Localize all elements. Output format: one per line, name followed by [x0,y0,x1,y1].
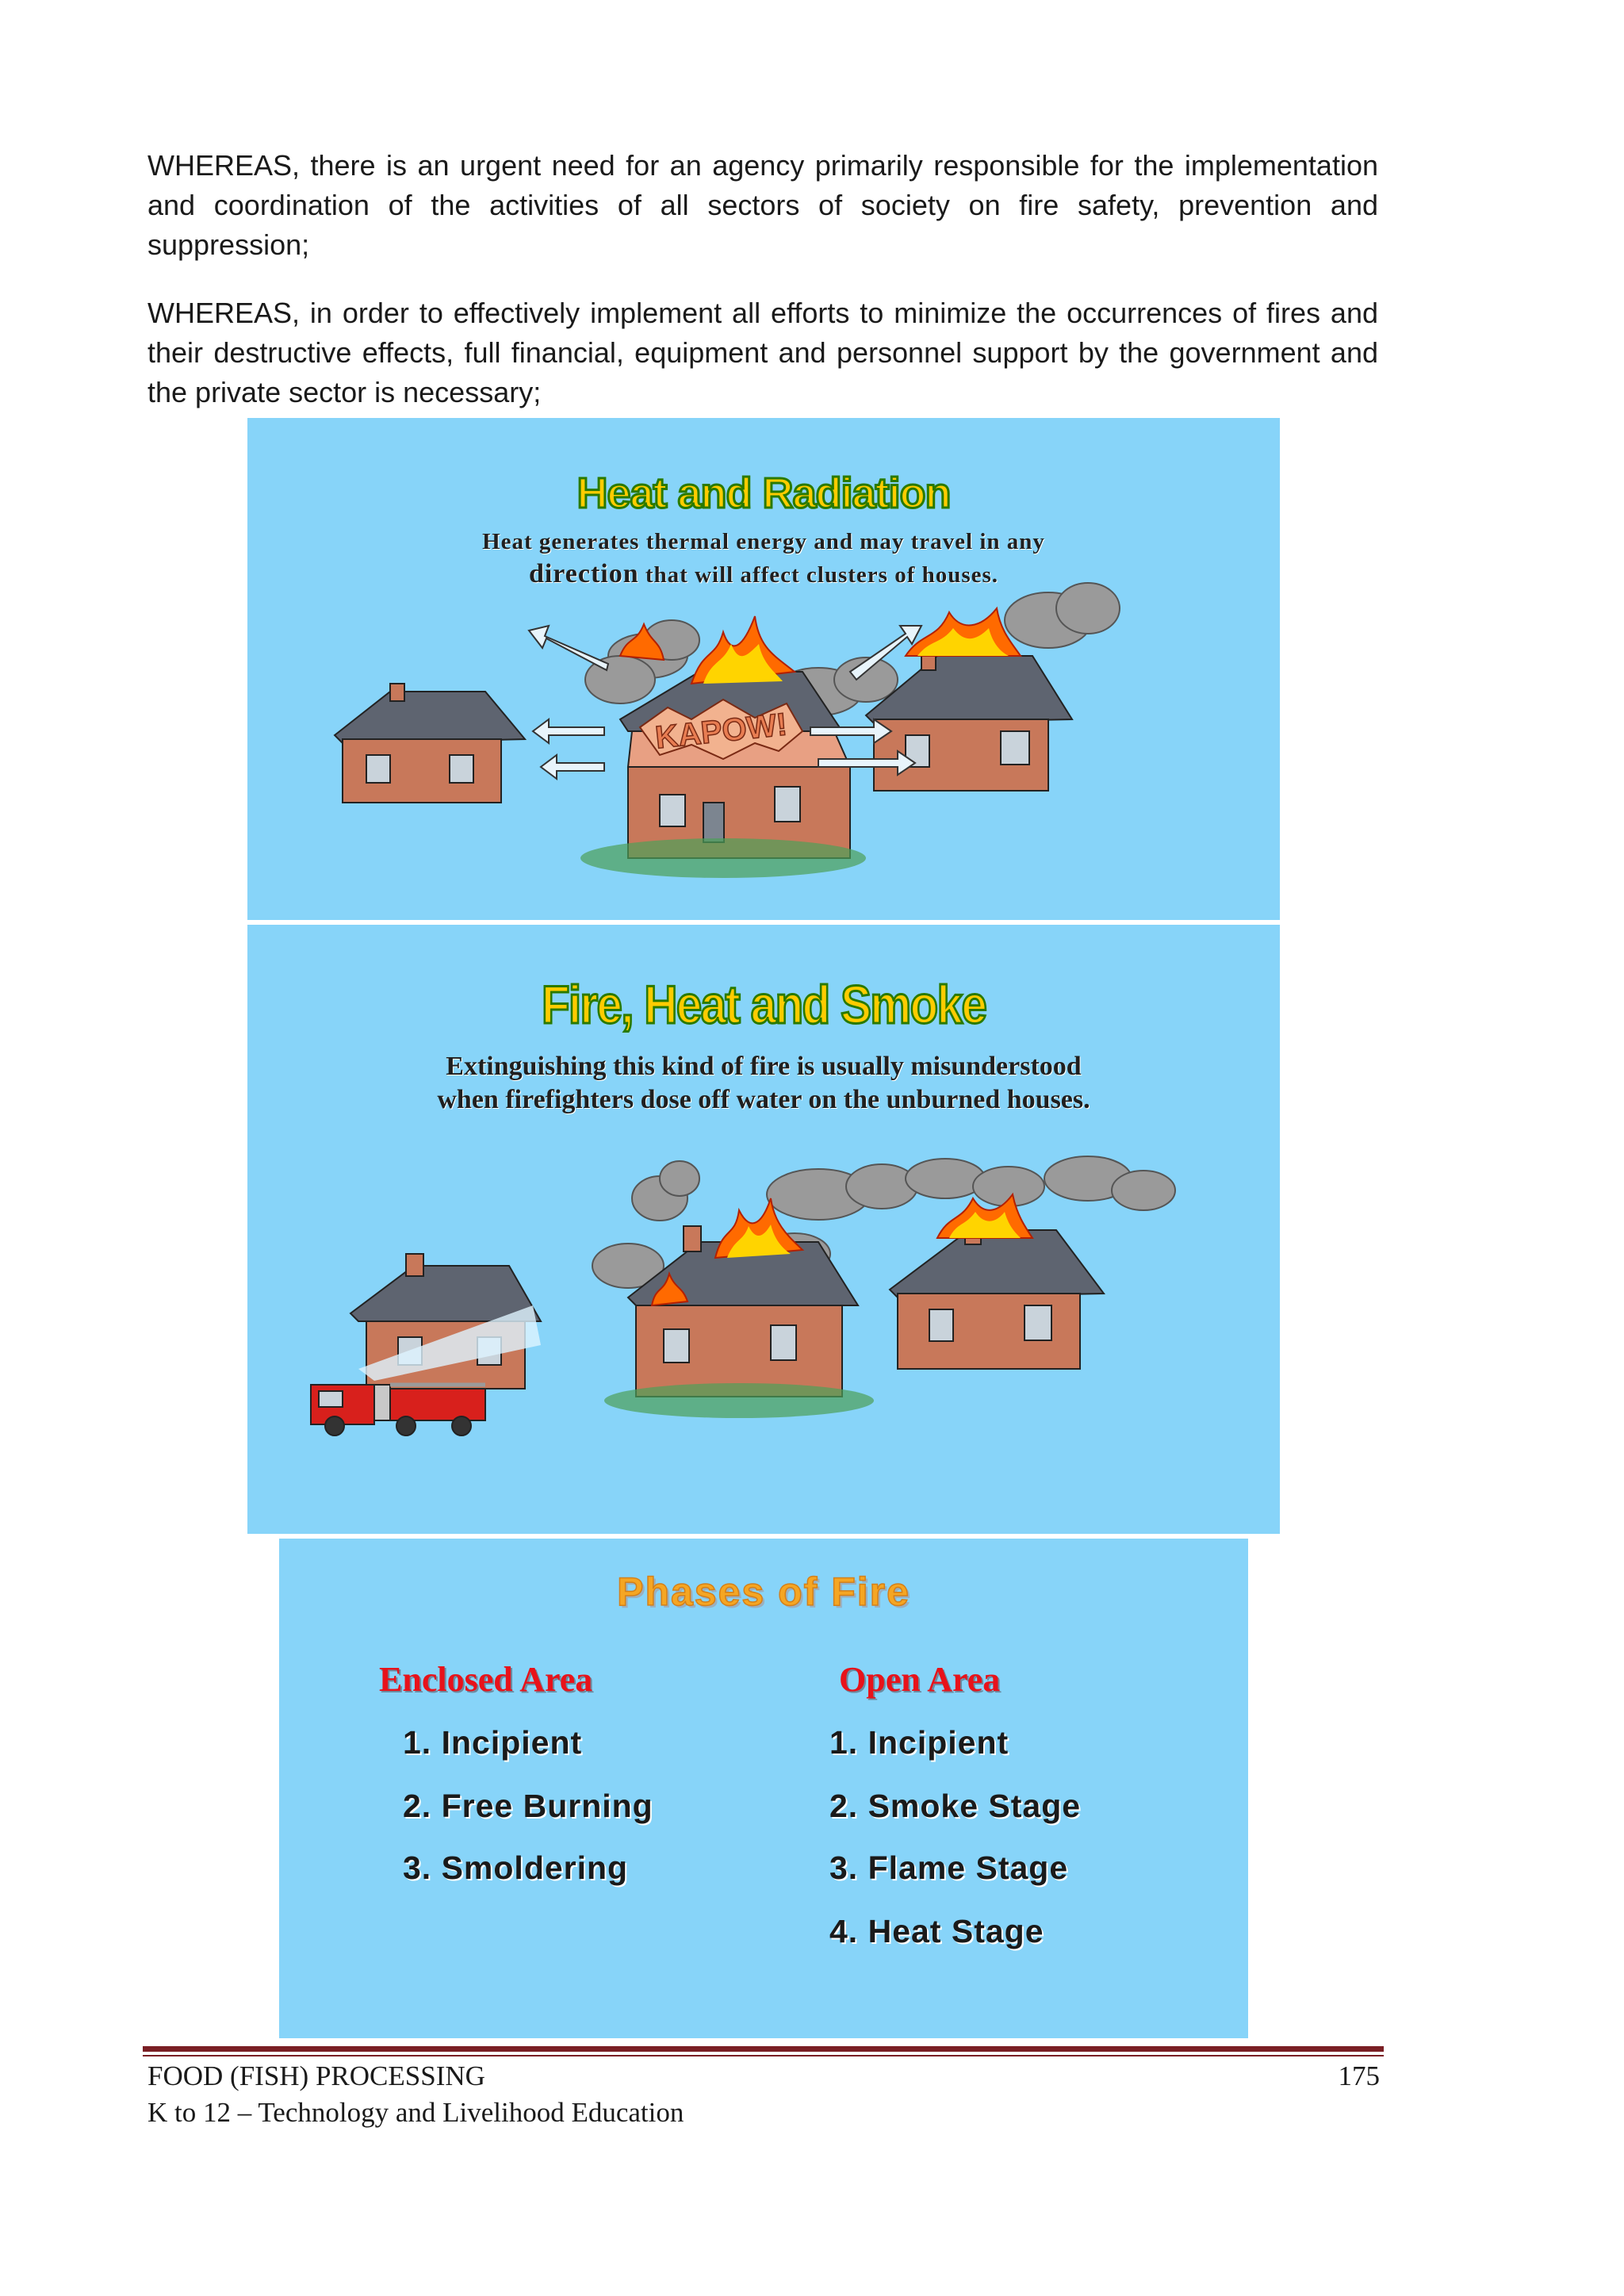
footer-rule-thin [143,2055,1384,2056]
slide-caption-line: Heat generates thermal energy and may travel in any [482,529,1045,554]
left-house [335,684,525,803]
house-fire-radiation-illustration [247,418,1280,920]
heat-radiation-slide [247,418,1280,920]
svg-text:KAPOW!: KAPOW! [653,707,789,756]
open-phase-item: 1. Incipient [829,1724,1009,1761]
page-number: 175 [1338,2060,1380,2091]
open-phase-item: 4. Heat Stage [829,1913,1044,1949]
slide-title: Fire, Heat and Smoke [541,975,986,1035]
open-phase-item: 3. Flame Stage [829,1849,1069,1886]
fire-truck [311,1385,485,1435]
enclosed-phase-item: 3. Smoldering [403,1849,629,1886]
slide-title: Phases of Fire [617,1570,910,1614]
slide-title: Heat and Radiation [576,470,951,517]
caption-emphasis: direction [528,559,639,588]
slide-caption-line: Extinguishing this kind of fire is usually misunderstood [446,1052,1082,1081]
phases-of-fire-slide [279,1539,1248,2038]
open-phase-item: 2. Smoke Stage [829,1788,1082,1824]
footer-rule [143,2046,1384,2052]
open-area-heading: Open Area [839,1660,1001,1699]
whereas-paragraph-1: WHEREAS, there is an urgent need for an agency primarily responsible for the implementation and coordination of the activities of all sectors of society on fire safety, prevention and suppression; [147,149,1378,261]
footer-subject: FOOD (FISH) PROCESSING [147,2060,485,2091]
caption-rest: that will affect clusters of houses. [638,562,999,588]
enclosed-phase-item: 2. Free Burning [403,1788,653,1824]
fire-heat-smoke-slide [247,925,1280,1534]
firefighting-illustration [247,925,1280,1534]
center-house [620,672,850,858]
slide-caption-line: when firefighters dose off water on the unburned houses. [437,1085,1090,1114]
enclosed-area-heading: Enclosed Area [379,1660,593,1699]
enclosed-phase-item: 1. Incipient [403,1724,583,1761]
whereas-paragraph-2: WHEREAS, in order to effectively implement all efforts to minimize the occurrences of fires and their destructive effects, full financial, equipment and personnel support by the government and the private sector is necessary; [147,297,1378,408]
right-house [890,1222,1104,1369]
footer-program: K to 12 – Technology and Livelihood Education [147,2097,684,2128]
